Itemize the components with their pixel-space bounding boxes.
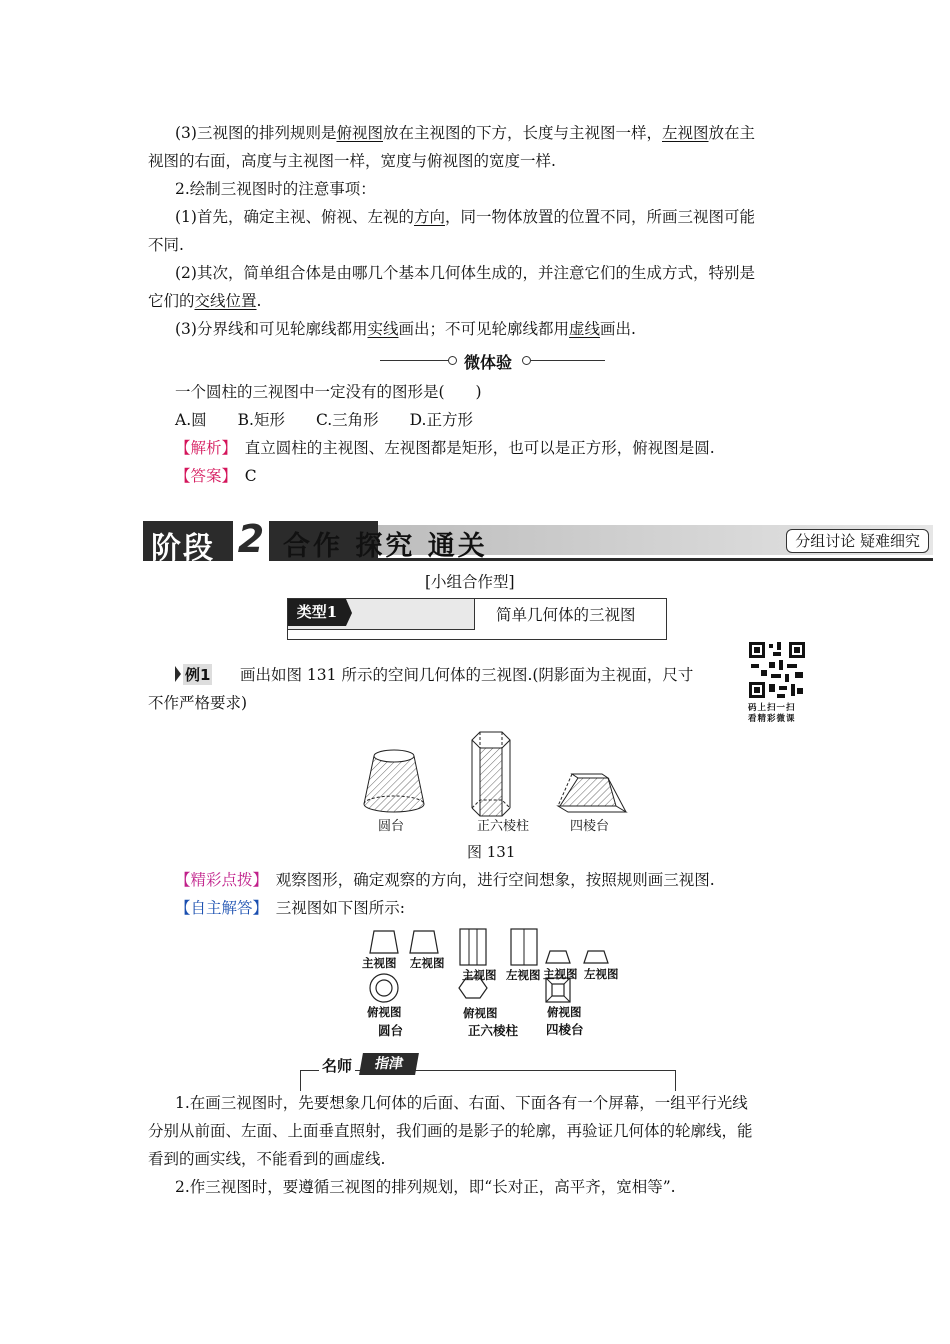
cone-main-view-label: 主视图 [362, 956, 397, 970]
hint-tag: 【精彩点拨】 [175, 871, 261, 889]
micro-answer: 【答案】 C [175, 467, 257, 485]
teacher-p1-line3: 看到的画实线，不能看到的画虚线. [148, 1150, 386, 1168]
teacher-tab-badge: 指津 [359, 1053, 419, 1075]
type-title: 简单几何体的三视图 [496, 606, 636, 624]
blank-direction: 方向 [413, 208, 445, 226]
figure-label-frustum: 圆台 [378, 819, 405, 834]
figure-caption: 图 131 [467, 843, 516, 861]
micro-heading [380, 350, 605, 372]
notes-heading: 2.绘制三视图时的注意事项： [175, 180, 376, 198]
blank-dashed-line: 虚线 [569, 320, 601, 338]
blank-solid-line: 实线 [367, 320, 399, 338]
solution-line: 【自主解答】 三视图如下图所示: [175, 899, 406, 917]
group-type-label: [小组合作型] [425, 573, 515, 591]
cone-name: 圆台 [378, 1023, 404, 1038]
square-frustum-shape [558, 774, 626, 812]
hex-name: 正六棱柱 [468, 1023, 519, 1038]
example-line2: 不作严格要求) [148, 694, 248, 712]
note1-line1: (1)首先，确定主视、俯视、左视的方向，同一物体放置的位置不同，所画三视图可能 [175, 208, 755, 226]
solution-tag: 【自主解答】 [175, 899, 261, 917]
figure-label-square-frustum: 四棱台 [570, 819, 610, 834]
stage-label: 阶段 [151, 531, 215, 566]
sq-left-view-label: 左视图 [584, 967, 619, 981]
frustum-shape [364, 750, 424, 812]
type-box [287, 598, 667, 640]
teacher-note-box [300, 1056, 676, 1091]
blank-left-view: 左视图 [662, 124, 709, 142]
type-label: 类型1 [288, 599, 346, 626]
hint-line: 【精彩点拨】 观察图形，确定观察的方向，进行空间想象，按照规则画三视图. [175, 871, 715, 889]
stage-number: 2 [233, 517, 269, 561]
stage-subtitle-badge: 分组讨论 疑难细究 [786, 529, 929, 553]
qr-caption-2: 看精彩微课 [748, 714, 796, 724]
example-line1: 画出如图 131 所示的空间几何体的三视图.(阴影面为主视面，尺寸 [240, 666, 694, 684]
cone-left-view-label: 左视图 [410, 956, 445, 970]
note1-line2: 不同. [148, 236, 184, 254]
micro-analysis: 【解析】 直立圆柱的主视图、左视图都是矩形，也可以是正方形，俯视图是圆. [175, 439, 715, 457]
blank-top-view: 俯视图 [336, 124, 383, 142]
rule-paragraph-line1: (3)三视图的排列规则是俯视图放在主视图的下方，长度与主视图一样，左视图放在主 [175, 124, 756, 142]
note2-line1: (2)其次，简单组合体是由哪几个基本几何体生成的，并注意它们的生成方式，特别是 [175, 264, 755, 282]
note2-line2: 它们的交线位置. [148, 292, 262, 310]
hex-top-view-label: 俯视图 [463, 1006, 498, 1020]
stage-banner [143, 517, 933, 566]
blank-intersection: 交线位置 [194, 292, 257, 310]
answer-tag: 【答案】 [175, 467, 230, 485]
hex-main-view-label: 主视图 [462, 968, 497, 982]
analysis-tag: 【解析】 [175, 439, 230, 457]
example-tag: 例1 [175, 664, 225, 684]
qr-code[interactable] [747, 640, 807, 700]
teacher-tab-label: 名师 [319, 1055, 355, 1076]
rule-paragraph-line2: 视图的右面，高度与主视图一样，宽度与俯视图的宽度一样. [148, 152, 556, 170]
sq-main-view-label: 主视图 [543, 967, 578, 981]
hex-left-view-label: 左视图 [506, 968, 541, 982]
sq-top-view-label: 俯视图 [547, 1005, 582, 1019]
figure-label-hex-prism: 正六棱柱 [477, 819, 530, 834]
hex-prism-shape [472, 732, 510, 816]
micro-question: 一个圆柱的三视图中一定没有的图形是( ) [175, 383, 482, 401]
teacher-p2: 2.作三视图时，要遵循三视图的排列规划，即“长对正，高平齐，宽相等”. [175, 1178, 676, 1196]
teacher-note-tab [319, 1053, 424, 1079]
note3: (3)分界线和可见轮廓线都用实线画出；不可见轮廓线都用虚线画出. [175, 320, 636, 338]
cone-top-view-label: 俯视图 [367, 1005, 402, 1019]
micro-options: A.圆 B.矩形 C.三角形 D.正方形 [175, 411, 473, 429]
teacher-p1-line1: 1.在画三视图时，先要想象几何体的后面、右面、下面各有一个屏幕，一组平行光线 [175, 1094, 748, 1112]
stage-title: 合作 探究 通关 [283, 531, 488, 562]
sq-name: 四棱台 [546, 1022, 584, 1037]
teacher-p1-line2: 分别从前面、左面、上面垂直照射，我们画的是影子的轮廓，再验证几何体的轮廓线，能 [148, 1122, 753, 1140]
qr-caption-1: 码上扫一扫 [748, 703, 796, 713]
micro-heading-text: 微体验 [464, 353, 513, 372]
